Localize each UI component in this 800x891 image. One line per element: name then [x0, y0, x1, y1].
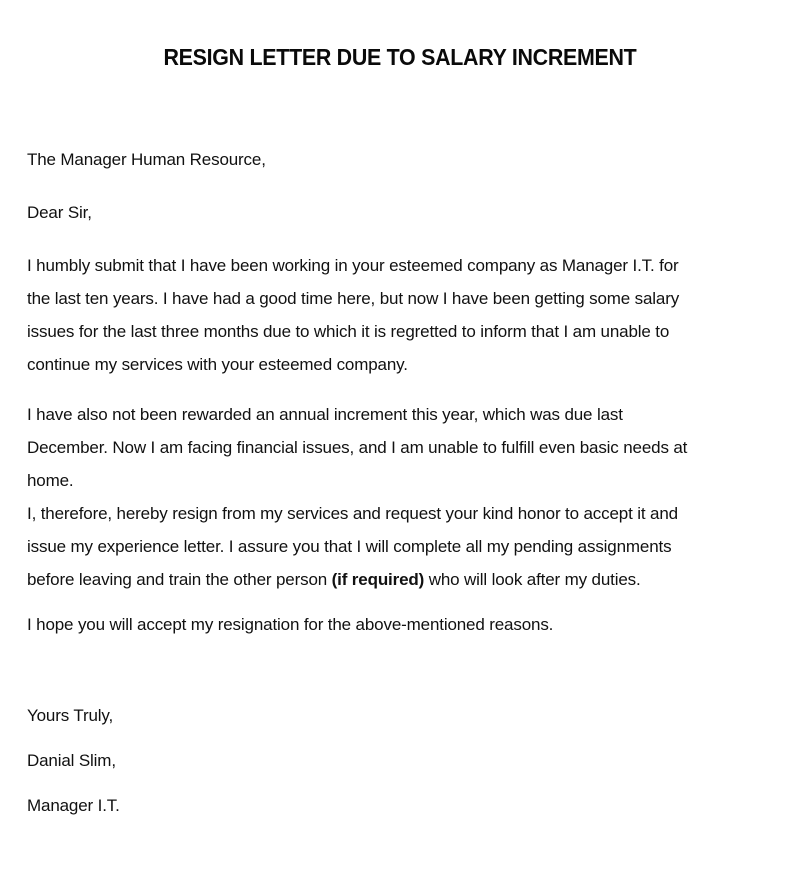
- paragraph-line: [27, 570, 641, 590]
- letter-title: RESIGN LETTER DUE TO SALARY INCREMENT: [163, 44, 637, 70]
- paragraph-line: I have also not been rewarded an annual increment this year, which was due last: [27, 405, 623, 424]
- bold-emphasis: (if required): [331, 570, 425, 589]
- paragraph-4: I hope you will accept my resignation for the above-mentioned reasons.: [27, 615, 554, 634]
- paragraph-line: I humbly submit that I have been working in your esteemed company as Manager I.T. for: [27, 256, 679, 275]
- salutation: Dear Sir,: [27, 203, 92, 222]
- paragraph-line: December. Now I am facing financial issues, and I am unable to fulfill even basic needs at: [27, 438, 688, 457]
- paragraph-line: continue my services with your esteemed company.: [27, 355, 408, 374]
- recipient-line: The Manager Human Resource,: [27, 150, 266, 169]
- paragraph-line: issue my experience letter. I assure you that I will complete all my pending assignments: [27, 537, 672, 556]
- paragraph-line: home.: [27, 471, 74, 490]
- line-text: who will look after my duties.: [424, 570, 641, 589]
- closing: Yours Truly,: [27, 706, 114, 725]
- paragraph-line: I, therefore, hereby resign from my services and request your kind honor to accept it and: [27, 504, 678, 523]
- paragraph-line: issues for the last three months due to which it is regretted to inform that I am unable to: [27, 322, 670, 341]
- line-text: before leaving and train the other person: [27, 570, 332, 589]
- signature-title: Manager I.T.: [27, 796, 120, 815]
- signature-name: Danial Slim,: [27, 751, 116, 770]
- paragraph-line: the last ten years. I have had a good time here, but now I have been getting some salary: [27, 289, 680, 308]
